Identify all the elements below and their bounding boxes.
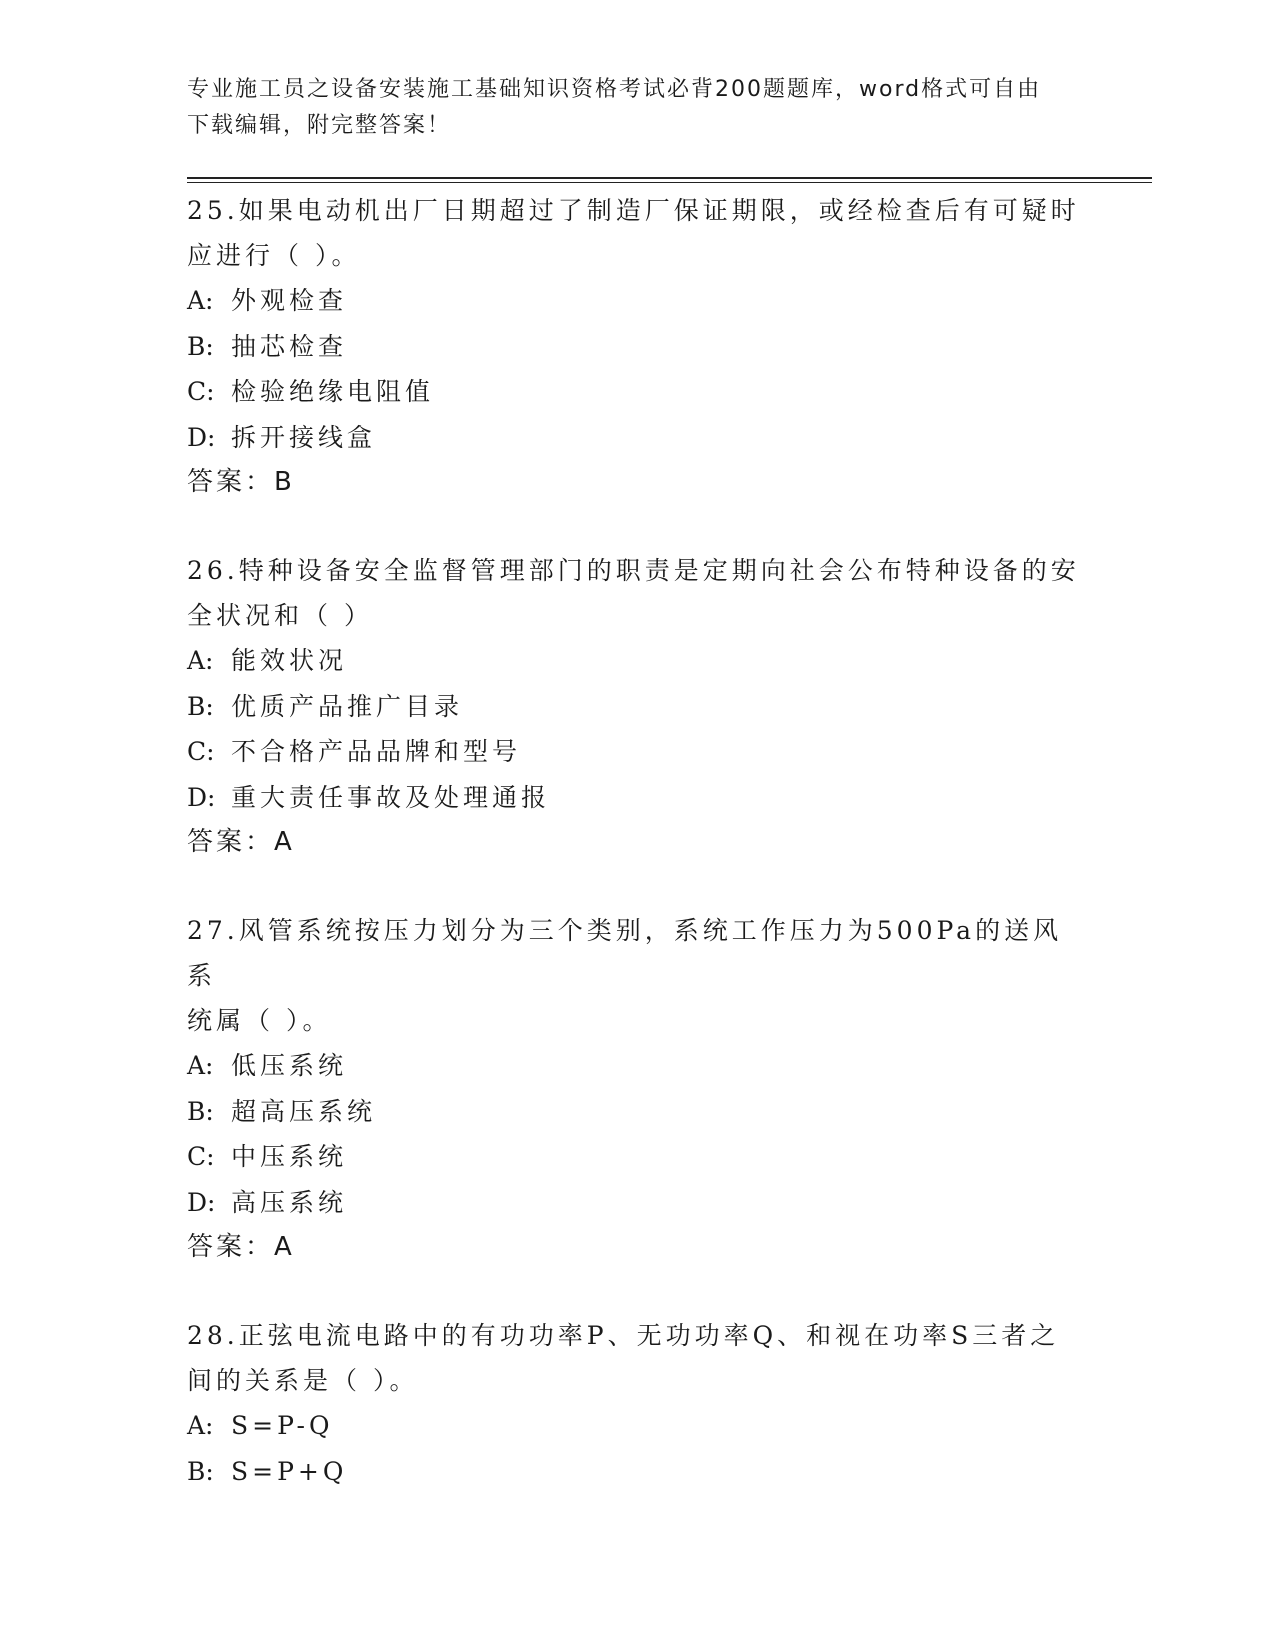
option-text: 重大责任事故及处理通报	[231, 782, 551, 812]
question-stem-line: 28.正弦电流电路中的有功功率P、无功功率Q、和视在功率S三者之	[187, 1321, 1060, 1350]
header-divider-thin	[187, 182, 1152, 183]
header-line-1: 专业施工员之设备安装施工基础知识资格考试必背200题题库，word格式可自由	[187, 77, 1042, 102]
option-letter: B:	[187, 331, 214, 361]
question-stem-line: 应进行（ ）。	[187, 241, 361, 270]
option-d	[187, 415, 1087, 461]
question-item	[187, 188, 1087, 505]
option-letter: A:	[187, 1411, 214, 1440]
option-letter: D:	[187, 1187, 216, 1217]
option-b	[187, 1089, 1087, 1135]
option-text: 拆开接线盒	[231, 422, 377, 452]
option-text: 超高压系统	[231, 1096, 377, 1126]
option-a	[187, 1043, 1087, 1089]
question-list	[187, 188, 1087, 1537]
option-a	[187, 638, 1087, 684]
option-c	[187, 1134, 1087, 1180]
option-d	[187, 1180, 1087, 1226]
option-letter: C:	[187, 1142, 215, 1171]
option-b	[187, 684, 1087, 730]
option-letter: C:	[187, 737, 215, 766]
option-text: 能效状况	[231, 646, 348, 675]
question-stem	[187, 1313, 1087, 1403]
option-text: 外观检查	[231, 286, 348, 315]
question-stem-line: 间的关系是（ ）。	[187, 1366, 419, 1395]
question-item	[187, 1313, 1087, 1494]
question-stem-line: 26.特种设备安全监督管理部门的职责是定期向社会公布特种设备的安	[187, 556, 1080, 585]
option-b	[187, 324, 1087, 370]
option-text: 优质产品推广目录	[231, 691, 464, 721]
question-stem	[187, 548, 1087, 638]
option-text: 中压系统	[231, 1142, 348, 1171]
answer-line: 答案：A	[187, 1232, 295, 1262]
option-a	[187, 1403, 1087, 1449]
option-letter: B:	[187, 1096, 214, 1126]
question-stem-line: 统属（ ）。	[187, 1006, 332, 1035]
option-text: 高压系统	[231, 1187, 348, 1217]
question-item	[187, 908, 1087, 1270]
option-text: S=P-Q	[231, 1411, 334, 1440]
option-text: 检验绝缘电阻值	[231, 377, 435, 406]
option-letter: A:	[187, 1051, 214, 1080]
question-stem-line: 25.如果电动机出厂日期超过了制造厂保证期限，或经检查后有可疑时	[187, 196, 1080, 225]
option-letter: D:	[187, 782, 216, 812]
answer-line: 答案：A	[187, 827, 295, 857]
option-letter: C:	[187, 377, 215, 406]
option-a	[187, 278, 1087, 324]
question-item	[187, 548, 1087, 865]
option-c	[187, 369, 1087, 415]
option-c	[187, 729, 1087, 775]
question-stem	[187, 188, 1087, 278]
question-stem	[187, 908, 1087, 1043]
question-stem-line: 27.风管系统按压力划分为三个类别，系统工作压力为500Pa的送风系	[187, 916, 1063, 990]
option-d	[187, 775, 1087, 821]
option-text: 抽芯检查	[231, 331, 348, 361]
header-line-2: 下载编辑，附完整答案！	[187, 113, 452, 138]
header-divider-thick	[187, 177, 1152, 179]
option-letter: B:	[187, 1456, 214, 1486]
option-letter: B:	[187, 691, 214, 721]
option-b	[187, 1449, 1087, 1495]
option-text: 低压系统	[231, 1051, 348, 1080]
document-header	[187, 72, 1067, 144]
option-letter: A:	[187, 286, 214, 315]
option-text: 不合格产品品牌和型号	[231, 737, 522, 766]
answer-line: 答案：B	[187, 467, 295, 497]
question-stem-line: 全状况和（ ）	[187, 601, 373, 630]
option-text: S=P+Q	[231, 1456, 348, 1486]
option-letter: D:	[187, 422, 216, 452]
option-letter: A:	[187, 646, 214, 675]
